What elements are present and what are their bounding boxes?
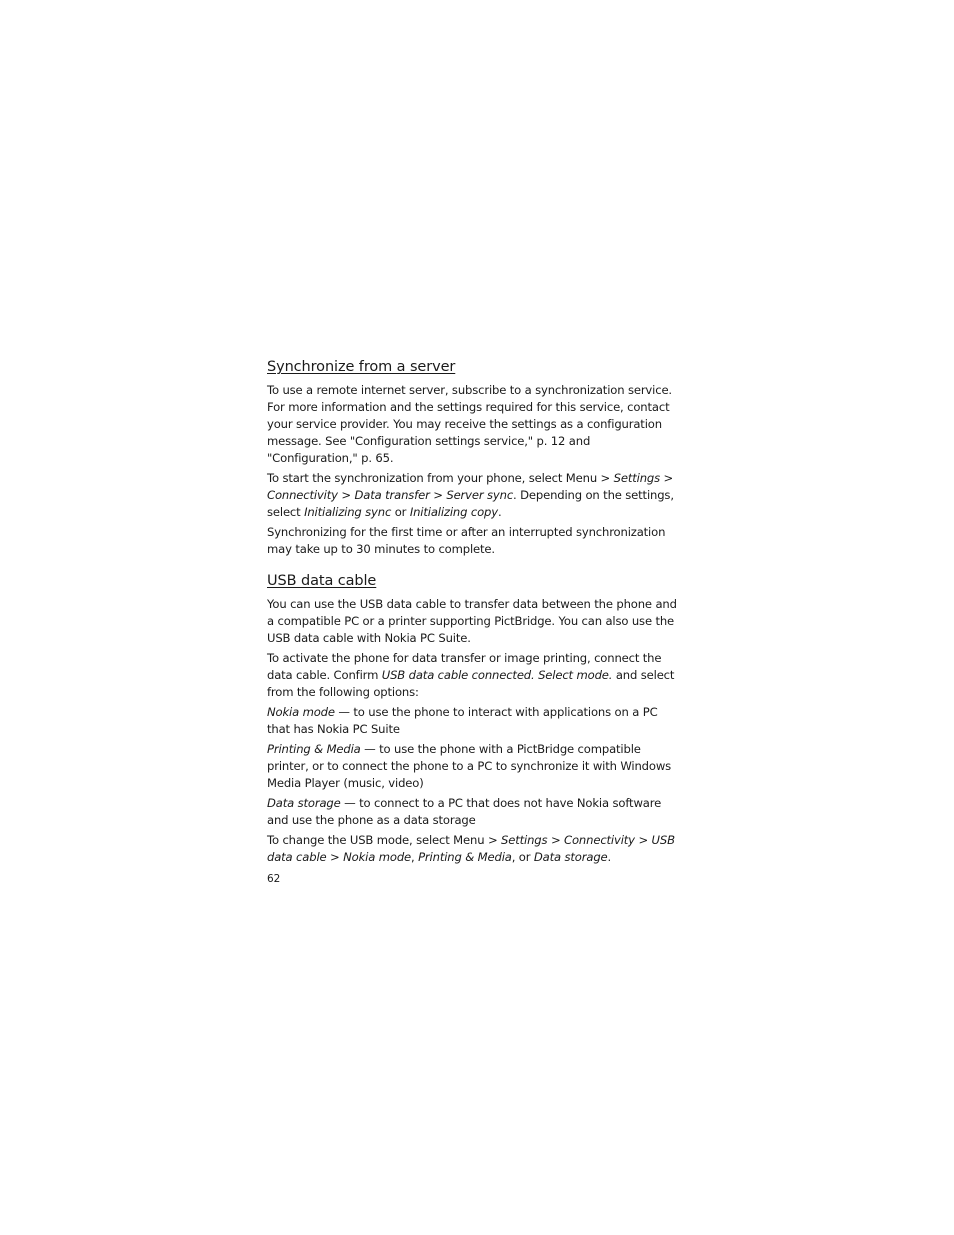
option-term: Data storage bbox=[267, 796, 341, 810]
paragraph: You can use the USB data cable to transfer data between the phone and a compatible PC or a printer supporting PictBridge. You can also use the USB data cable with Nokia PC Suite. bbox=[267, 597, 677, 645]
section-heading-usb-cable: USB data cable bbox=[267, 573, 377, 589]
paragraph: To activate the phone for data transfer or image printing, connect the data cable. Confirm USB data cable connected. Select mode. and select from the following options: bbox=[267, 651, 675, 699]
paragraph: Synchronizing for the first time or after an interrupted synchronization may take up to 30 minutes to complete. bbox=[267, 525, 666, 556]
paragraph: To start the synchronization from your phone, select Menu > Settings > Connectivity > Data transfer > Server sync. Depending on the settings, select Initializing sync or Initializing copy. bbox=[267, 471, 674, 519]
prompt-text: USB data cable connected. Select mode. bbox=[381, 668, 613, 682]
option-term: Printing & Media bbox=[267, 742, 361, 756]
paragraph: To change the USB mode, select Menu > Settings > Connectivity > USB data cable > Nokia mode, Printing & Media, or Data storage. bbox=[267, 833, 675, 864]
menu-term: Initializing sync bbox=[304, 505, 392, 519]
option-item: Printing & Media — to use the phone with a PictBridge compatible printer, or to connect the phone to a PC to synchronize it with Windows Media Player (music, video) bbox=[267, 742, 672, 790]
option-item: Data storage — to connect to a PC that does not have Nokia software and use the phone as a data storage bbox=[267, 796, 662, 827]
menu-term: Settings bbox=[613, 471, 661, 485]
menu-term: Menu bbox=[453, 833, 485, 847]
menu-term: USB data cable bbox=[267, 833, 675, 864]
document-page bbox=[267, 356, 679, 886]
section-heading-sync-server: Synchronize from a server bbox=[267, 359, 456, 375]
menu-term: Nokia mode bbox=[343, 850, 412, 864]
menu-term: Server sync bbox=[446, 488, 514, 502]
menu-term: Data transfer bbox=[354, 488, 430, 502]
page-number: 62 bbox=[267, 873, 281, 885]
option-term: Nokia mode bbox=[267, 705, 335, 719]
menu-term: Connectivity bbox=[267, 488, 338, 502]
menu-term: Data storage bbox=[533, 850, 608, 864]
paragraph: To use a remote internet server, subscribe to a synchronization service. For more information and the settings required for this service, contact your service provider. You may receive the settings as a configuration message. See "Configuration settings service," p. 12 and "Configuration," p. 65. bbox=[267, 383, 672, 465]
menu-term: Settings bbox=[501, 833, 548, 847]
option-item: Nokia mode — to use the phone to interact with applications on a PC that has Nokia PC Suite bbox=[267, 705, 658, 736]
menu-term: Printing & Media bbox=[418, 850, 512, 864]
menu-term: Connectivity bbox=[564, 833, 635, 847]
menu-term: Menu bbox=[565, 471, 598, 485]
menu-term: Initializing copy bbox=[409, 505, 498, 519]
